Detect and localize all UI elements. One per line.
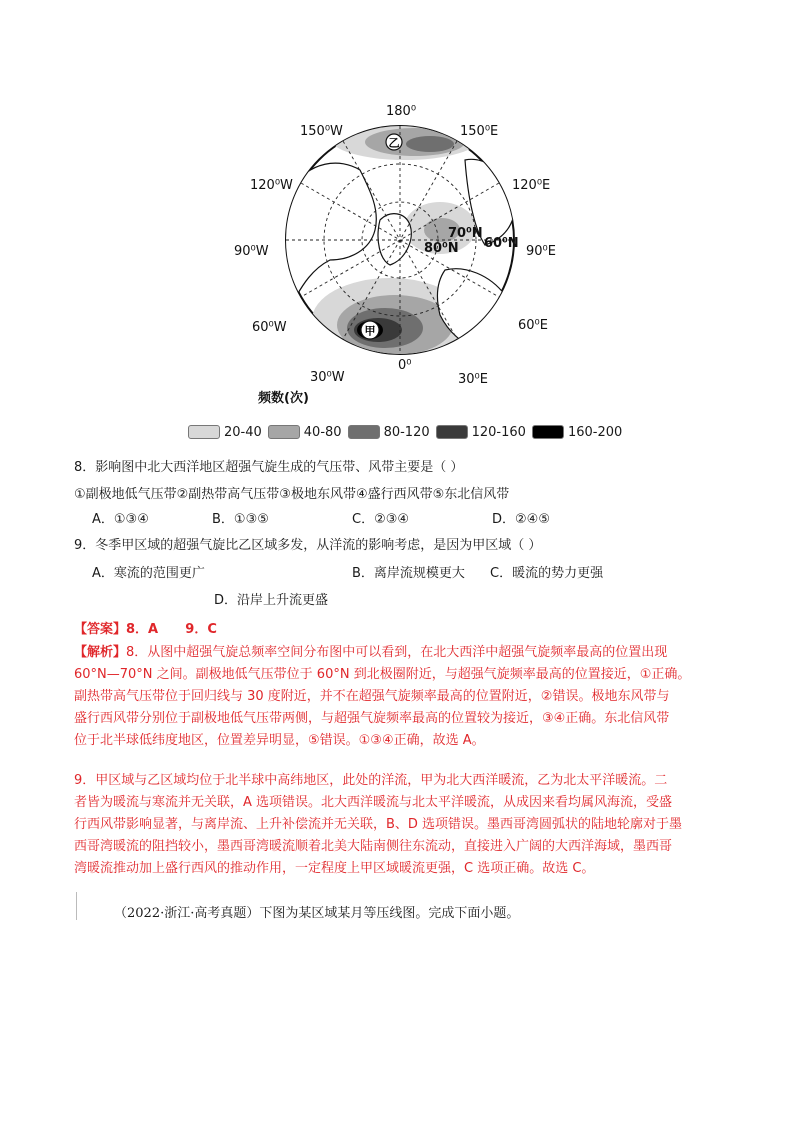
lon-150w-label: 150⁰W: [300, 124, 343, 139]
legend-label: 40-80: [303, 424, 342, 440]
legend-item: [268, 425, 342, 440]
legend-item: [436, 425, 526, 440]
answer-text: 8．A 9．C: [126, 622, 217, 637]
lon-60w-label: 60⁰W: [252, 320, 287, 335]
q8-items: ①副极地低气压带②副热带高气压带③极地东风带④盛行西风带⑤东北信风带: [74, 487, 510, 502]
q9-option-c: C．暖流的势力更强: [490, 566, 604, 581]
polar-map: [230, 100, 570, 400]
next-question-intro: （2022·浙江·高考真题）下图为某区域某月等压线图。完成下面小题。: [114, 906, 520, 921]
answer-line: [74, 618, 217, 637]
polar-map-figure: [230, 100, 570, 400]
legend-label: 80-120: [383, 424, 430, 440]
q8-option-a: A．①③④: [92, 512, 149, 527]
q9-option-b: B．离岸流规模更大: [352, 566, 465, 581]
analysis-9-line-5: 湾暖流推动加上盛行西风的推动作用，一定程度上甲区域暖流更强，C 选项正确。故选 C。: [74, 861, 595, 876]
section-divider: [76, 892, 77, 920]
q9-stem: 9．冬季甲区域的超强气旋比乙区域多发，从洋流的影响考虑，是因为甲区域（ ）: [74, 538, 542, 553]
answer-tag: 【答案】: [74, 622, 127, 637]
lon-150e-label: 150⁰E: [460, 124, 499, 139]
analysis-8-line-4: 盛行西风带分别位于副极地低气压带两侧，与超强气旋频率最高的位置较为接近，③④正确。东北信风带: [74, 711, 670, 726]
lat-80-label: 80⁰N: [424, 241, 459, 256]
lon-30w-label: 30⁰W: [310, 370, 345, 385]
lon-90w-label: 90⁰W: [234, 244, 269, 259]
analysis-8: [74, 642, 690, 752]
lon-30e-label: 30⁰E: [458, 372, 488, 387]
lon-120w-label: 120⁰W: [250, 178, 293, 193]
legend-label: 120-160: [471, 424, 526, 440]
analysis-8-line-1: 【解析】8．从图中超强气旋总频率空间分布图中可以看到，在北大西洋中超强气旋频率最高的位置出现: [74, 645, 668, 660]
legend-swatch: [436, 425, 468, 439]
legend-swatch: [188, 425, 220, 439]
legend-item: [188, 425, 262, 440]
lon-120e-label: 120⁰E: [512, 178, 551, 193]
q9-option-d: D．沿岸上升流更盛: [214, 593, 329, 608]
shade-80-120-pacific: [406, 136, 454, 152]
q8-option-d: D．②④⑤: [492, 512, 550, 527]
lon-180-label: 180⁰: [386, 104, 417, 119]
legend-label: 20-40: [224, 424, 262, 440]
legend: [188, 423, 628, 441]
legend-item: [532, 425, 622, 440]
legend-label: 160-200: [567, 424, 623, 440]
q8-option-b: B．①③⑤: [212, 512, 269, 527]
analysis-9: [74, 770, 682, 880]
legend-swatch: [532, 425, 564, 439]
lon-0-label: 0⁰: [398, 358, 412, 373]
lat-70-label: 70⁰N: [448, 226, 483, 241]
lat-60-label: 60⁰N: [484, 236, 519, 251]
analysis-9-line-2: 者皆为暖流与寒流并无关联，A 选项错误。北大西洋暖流与北太平洋暖流，从成因来看均属风海流，受盛: [74, 795, 673, 810]
legend-swatch: [348, 425, 380, 439]
q8-option-c: C．②③④: [352, 512, 410, 527]
analysis-8-line-3: 副热带高气压带位于回归线与 30 度附近，并不在超强气旋频率最高的位置附近，②错误。极地东风带与: [74, 689, 670, 704]
analysis-8-line-5: 位于北半球低纬度地区，位置差异明显，⑤错误。①③④正确，故选 A。: [74, 733, 485, 748]
lon-60e-label: 60⁰E: [518, 318, 548, 333]
q9-option-a: A．寒流的范围更广: [92, 566, 205, 581]
analysis-tag: 【解析】: [74, 645, 127, 660]
lon-90e-label: 90⁰E: [526, 244, 556, 259]
analysis-9-line-4: 西哥湾暖流的阻挡较小，墨西哥湾暖流顺着北美大陆南侧往东流动，直接进入广阔的大西洋海域，墨西哥: [74, 839, 673, 854]
analysis-8-line-2: 60°N—70°N 之间。副极地低气压带位于 60°N 到北极圈附近，与超强气旋频率最高的位置接近，①正确。: [74, 667, 691, 682]
analysis-9-line-1: 9．甲区域与乙区域均位于北半球中高纬地区，此处的洋流，甲为北大西洋暖流，乙为北太平洋暖流。二: [74, 773, 668, 788]
analysis-9-line-3: 行西风带影响显著，与离岸流、上升补偿流并无关联，B、D 选项错误。墨西哥湾圆弧状的陆地轮廓对于墨: [74, 817, 683, 832]
legend-item: [348, 425, 430, 440]
legend-swatch: [268, 425, 300, 439]
region-jia-label: 甲: [364, 324, 376, 338]
region-yi-label: 乙: [388, 136, 400, 150]
q8-stem: 8．影响图中北大西洋地区超强气旋生成的气压带、风带主要是（ ）: [74, 460, 464, 475]
legend-title: 频数(次): [258, 391, 309, 406]
